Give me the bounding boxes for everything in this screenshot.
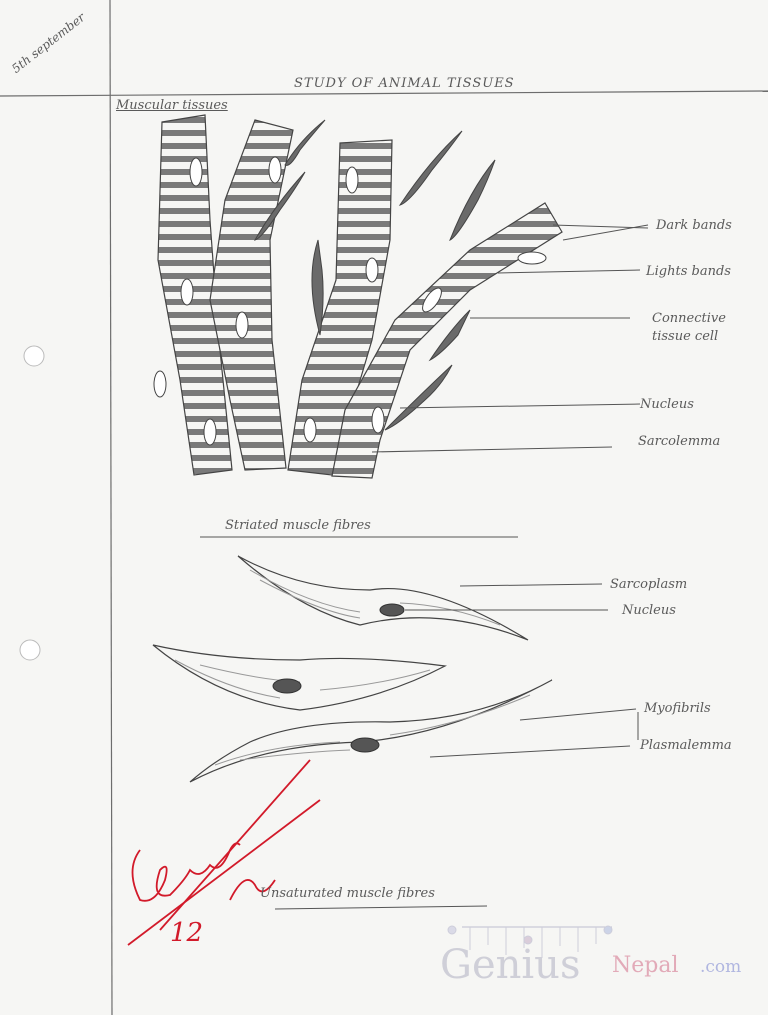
punch-hole: [24, 346, 44, 366]
unstriated-fibre-1: [238, 556, 528, 640]
label-connective: Connective tissue cell: [652, 311, 726, 344]
caption-unstriated: Unsaturated muscle fibres: [260, 886, 435, 901]
page-title: STUDY OF ANIMAL TISSUES: [294, 76, 515, 91]
label-nucleus-smooth: Nucleus: [622, 603, 676, 618]
margin-line: [110, 0, 112, 1015]
label-plasmalemma: Plasmalemma: [640, 738, 732, 753]
watermark-brand: Genius: [440, 942, 581, 988]
leader-lines-unstriated: [275, 584, 638, 909]
label-myofibrils: Myofibrils: [644, 701, 711, 716]
caption-striated: Striated muscle fibres: [225, 518, 371, 533]
label-sarcolemma: Sarcolemma: [638, 434, 721, 449]
label-nucleus-striated: Nucleus: [640, 397, 694, 412]
watermark-tld: .com: [700, 957, 742, 977]
section-heading: Muscular tissues: [116, 98, 228, 113]
teacher-signature: [128, 760, 320, 945]
label-sarcoplasm: Sarcoplasm: [610, 577, 688, 592]
signature-mark: 12: [170, 918, 204, 948]
label-light-bands: Lights bands: [646, 264, 731, 279]
header-line: [0, 91, 768, 96]
punch-hole: [20, 640, 40, 660]
date-note: 5th september: [9, 10, 88, 76]
watermark-suffix: Nepal: [612, 953, 679, 978]
label-dark-bands: Dark bands: [656, 218, 732, 233]
unstriated-fibre-2: [153, 645, 445, 710]
